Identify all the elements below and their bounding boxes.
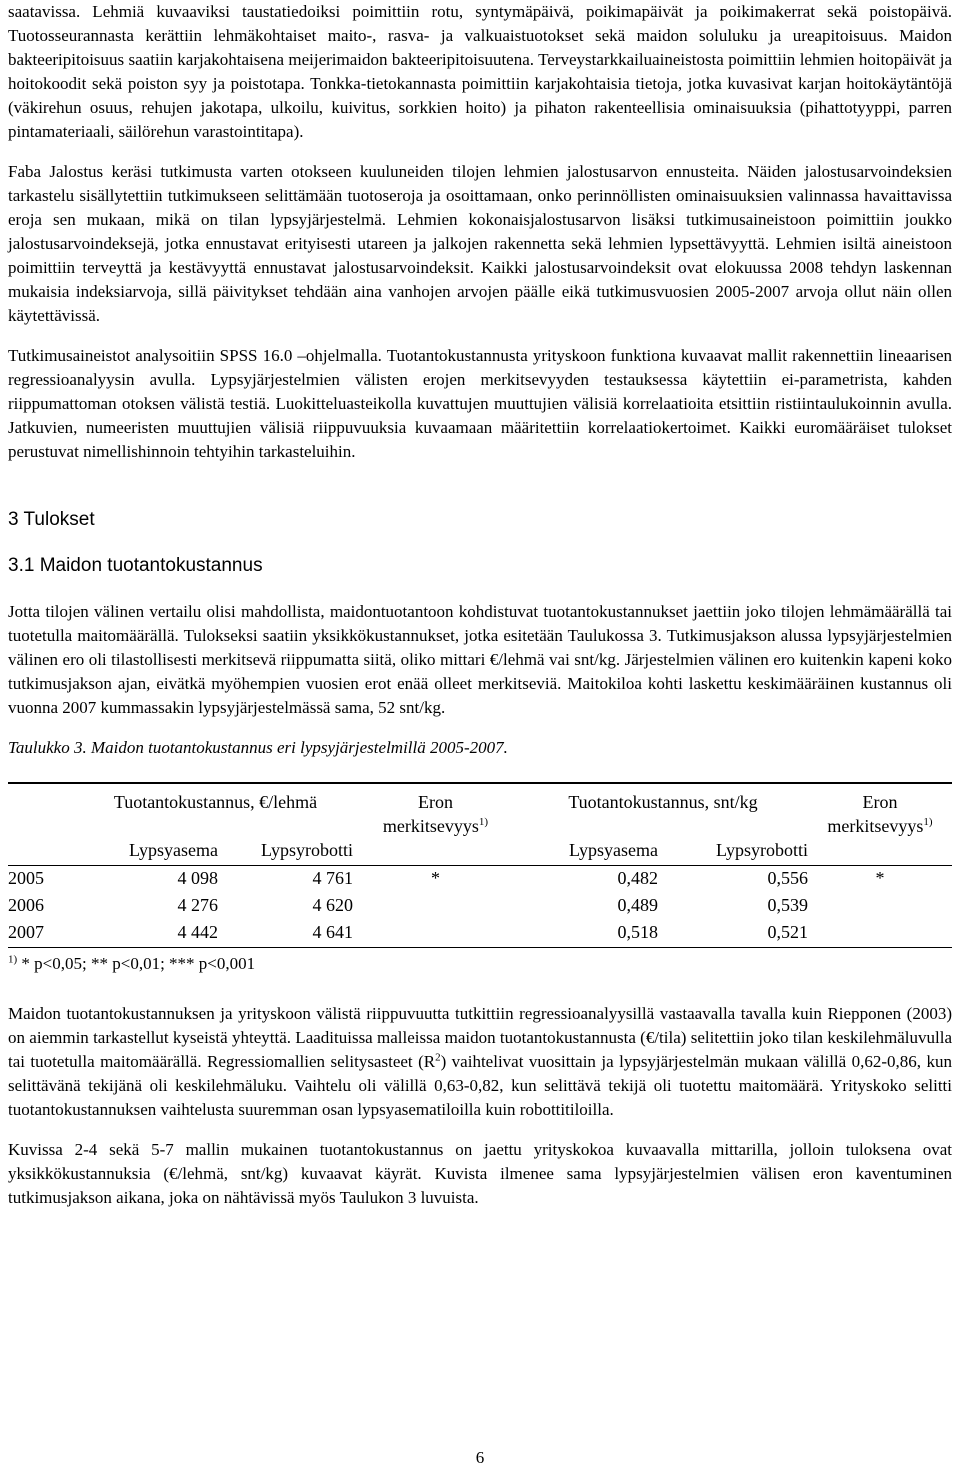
cell-snt-station: 0,489 (617, 895, 658, 915)
cell-year: 2005 (8, 868, 44, 888)
table-footnote: $^{1)}$ * p<0,05; ** p<0,01; *** p<0,001 (8, 953, 256, 973)
cell-snt-robot: 0,556 (767, 868, 808, 888)
paragraph-unit-costs: Kuvissa 2-4 sekä 5-7 mallin mukainen tuotantokustannus on jaettu yrityskokoa kuvaavalla mittarilla, jolloin tuloksena ovat yksikkökustannuksia (€/lehmä, snt/kg) kuvaavat käyrät. Kuvista ilmenee sama lypsyjärjestelmien välisen eron kaventuminen tutkimusjakson aikana, joka on nähtävissä myös Taulukon 3 luvuista. (8, 1140, 952, 1207)
cell-snt-station: 0,482 (617, 868, 658, 888)
cell-sig-snt: * (875, 868, 885, 888)
paragraph-data-sources: saatavissa. Lehmiä kuvaaviksi taustatiedoiksi poimittiin rotu, syntymäpäivä, poikimapäivät ja poikimakerrat sekä poistopäivä. Tuotosseurannasta kerättiin lehmäkohtaiset maito-, rasva- ja valkuaistuotokset sekä maidon soluluku ja ureapitoisuus. Maidon bakteeripitoisuus saatiin karjakohtaisena meijerimaidon bakteeripitoisuutena. Terveystarkkailuaineistosta poimittiin lehmien hoitopäivät ja hoitokoodit sekä poiston syy ja poistotapa. Tonkka-tietokannasta poimittiin karjakohtaisia tietoja, jotka kuvasivat karjan hoitokäytäntöjä (väkirehun osuus, rehujen jakotapa, ulkoilu, kuivitus, sorkkien hoito) ja pihaton rakenteellisia ominaisuuksia (pihattotyyppi, parren pintamateriaali, säilörehun varastointitapa). (8, 2, 952, 141)
cell-snt-robot: 0,539 (767, 895, 808, 915)
paragraph-analysis-methods: Tutkimusaineistot analysoitiin SPSS 16.0 –ohjelmalla. Tuotantokustannusta yrityskoon funktiona kuvaavat mallit rakennettiin lineaarisen regressioanalyysin avulla. Lypsyjärjestelmien välisten erojen merkitsevyyden testauksessa käytettiin ei-parametrista, kahden riippumattoman otoksen välistä testiä. Luokitteluasteikolla kuvattujen muuttujien välisiä korrelaatioita etsittiin ristiintaulukoinnin avulla. Jatkuvien, numeeristen muuttujien välisiä riippuvuuksia kuvaamaan määritettiin korrelaatiokertoimet. Kaikki euromääräiset tulokset perustuvat nimellishinnoin tehtyihin tarkasteluihin. (8, 346, 952, 461)
cell-sig-snt (808, 920, 952, 948)
table-row (8, 920, 952, 948)
cell-eur-station: 4 442 (78, 920, 218, 948)
cell-sig-snt (808, 893, 952, 920)
paragraph-production-cost: Jotta tilojen välinen vertailu olisi mahdollista, maidontuotantoon kohdistuvat tuotantokustannukset jaettiin joko tilojen lehmämäärällä tai tuotetulla maitomäärällä. Tulokseksi saatiin yksikkökustannukset, jotka esitetään Taulukossa 3. Tutkimusjakson alussa lypsyjärjestelmien välinen ero oli tilastollisesti merkitsevä riippumatta siitä, oliko mittari €/lehmä vai snt/kg. Järjestelmien välinen ero kuitenkin kapeni koko tutkimusjakson ajan, eivätkä myöhempien vuosien erot enää olleet merkitseviä. Maitokiloa kohti laskettu keskimääräinen kustannus oli vuonna 2007 kummassakin lypsyjärjestelmässä sama, 52 snt/kg. (8, 602, 952, 717)
production-cost-table (8, 782, 952, 948)
subheader-robot-eur: Lypsyrobotti (218, 838, 353, 866)
cell-sig-eur (353, 893, 518, 920)
cell-year: 2007 (8, 920, 78, 948)
header-cost-snt: Tuotantokustannus, snt/kg (568, 792, 758, 812)
header-significance-snt: Eron merkitsevyys$^{1)}$ (827, 792, 933, 836)
document-page (8, 0, 952, 1210)
header-significance-eur: Eron merkitsevyys$^{1)}$ (382, 792, 489, 836)
cell-eur-robot: 4 761 (312, 868, 353, 888)
table-caption: Taulukko 3. Maidon tuotantokustannus eri lypsyjärjestelmillä 2005-2007. (8, 738, 508, 757)
page-number: 6 (475, 1448, 485, 1467)
subsection-heading-production-cost: 3.1 Maidon tuotantokustannus (8, 555, 263, 576)
cell-eur-station: 4 098 (177, 868, 218, 888)
cell-eur-station: 4 276 (177, 895, 218, 915)
paragraph-regression: Maidon tuotantokustannuksen ja yrityskoon välistä riippuvuutta tutkittiin regressioanalyysillä vastaavalla tavalla kuin Riepponen (2003) on aiemmin tarkastellut kyseistä yhteyttä. Laadituissa malleissa maidon tuotantokustannusta (€/tila) selitettiin joko tilan keskilehmäluvulla tai tuotetulla maitomäärällä. Regressiomallien selitysasteet $(R^2)$ vaihtelivat vuosittain ja lypsyjärjestelmän mukaan välillä 0,62-0,86, kun selittävänä tekijänä oli keskilehmäluku. Vaihtelu oli välillä 0,63-0,82, kun selittävä tekijä oli tuotettu maitomäärä. Yrityskoko selitti tuotantokustannuksen vaihtelusta suuremman osan lypsyasematiloilla kuin robottitiloilla. (8, 1004, 952, 1119)
table-row (8, 866, 952, 894)
cell-snt-robot: 0,521 (658, 920, 808, 948)
cell-sig-eur: * (431, 868, 440, 888)
cell-year: 2006 (8, 895, 44, 915)
cell-eur-robot: 4 620 (312, 895, 353, 915)
header-cost-eur: Tuotantokustannus, €/lehmä (113, 792, 318, 812)
cell-eur-robot: 4 641 (218, 920, 353, 948)
cell-sig-eur (353, 920, 518, 948)
subheader-station-eur: Lypsyasema (78, 838, 218, 866)
paragraph-breeding-values: Faba Jalostus keräsi tutkimusta varten otokseen kuuluneiden tilojen lehmien jalostusarvon ennusteita. Näiden jalostusarvoindeksien tarkastelu sisällytettiin tutkimukseen selittämään tuotoseroja ja osoittamaan, onko perinnöllisten ominaisuuksien valinnassa havaittavissa eroja sen mukaan, mikä on tilan lypsyjärjestelmä. Lehmien kokonaisjalostusarvon lisäksi tutkimusaineistoon poimittiin joukko jalostusarvoindeksejä, jotka ennustavat erityisesti utareen ja jalkojen rakennetta sekä lehmien lypsettävyyttä. Lehmien isiltä aineistoon poimittiin terveyttä ja kestävyyttä ennustavat jalostusarvoindeksit. Kaikki jalostusarvoindeksit ovat elokuussa 2008 tehdyn laskennan mukaisia indeksiarvoja, sillä päivitykset tehdään aina vanhojen arvojen päälle eikä tutkimusvuosien 2005-2007 arvoja ollut näin ollen käytettävissä. (8, 162, 952, 325)
section-heading-results: 3 Tulokset (8, 509, 95, 530)
table-row (8, 893, 952, 920)
cell-snt-station: 0,518 (518, 920, 658, 948)
subheader-robot-snt: Lypsyrobotti (658, 838, 808, 866)
subheader-station-snt: Lypsyasema (518, 838, 658, 866)
